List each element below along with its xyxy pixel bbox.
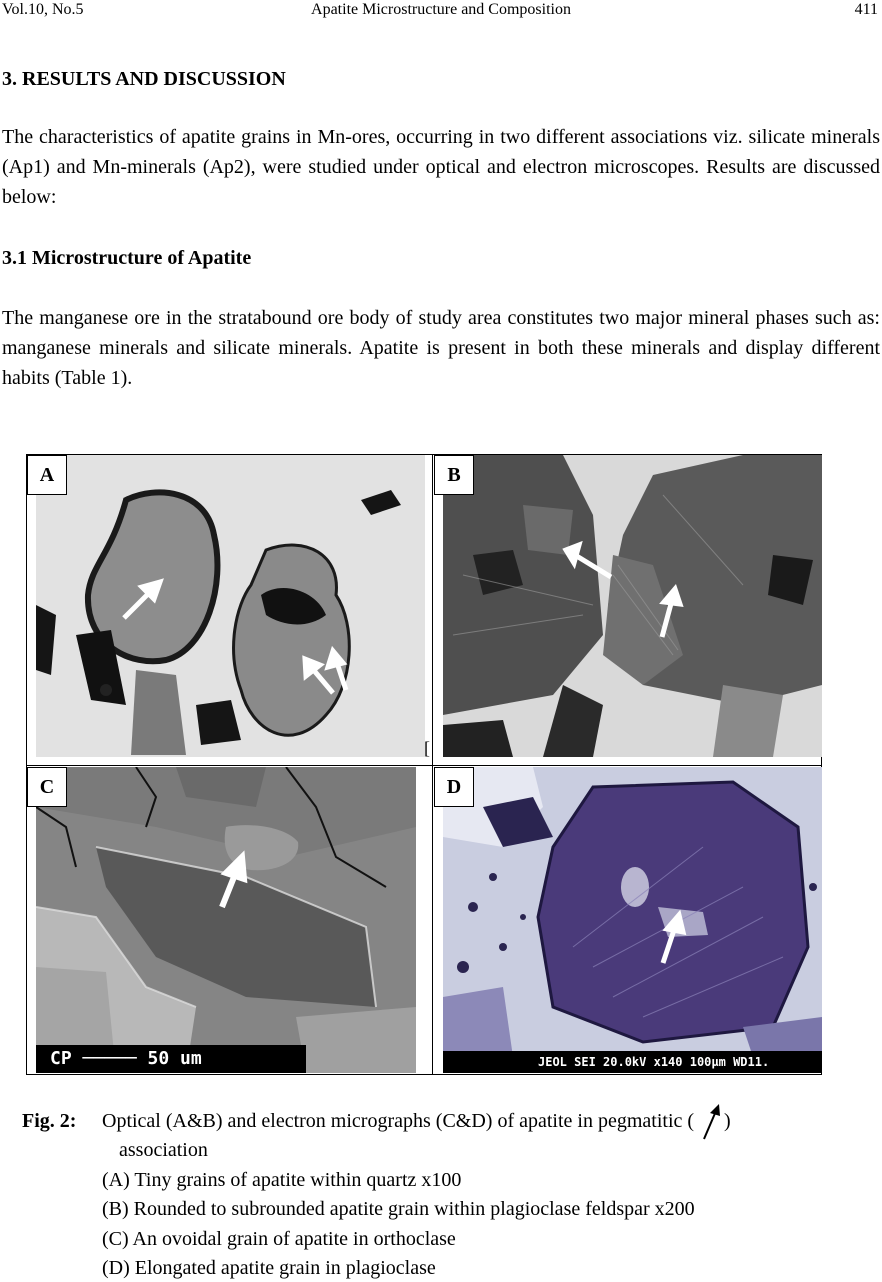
caption-item-d: (D) Elongated apatite grain in plagioclase (102, 1257, 436, 1279)
page-number: 411 (854, 1, 878, 18)
section-heading: 3. RESULTS AND DISCUSSION (2, 68, 286, 90)
micrograph-d-image (443, 767, 822, 1073)
micrograph-b-image (443, 455, 822, 757)
subsection-heading: 3.1 Microstructure of Apatite (2, 247, 252, 269)
caption-item-c: (C) An ovoidal grain of apatite in orthoclase (102, 1228, 456, 1250)
running-header-journal: Vol.10, No.5 (2, 1, 84, 18)
scale-bar-c: CP ───── 50 um (50, 1048, 202, 1069)
section-paragraph: The characteristics of apatite grains in Mn-ores, occurring in two different associations viz. silicate minerals (Ap1) and Mn-minerals (Ap2), were studied under optical and electron microscopes. Results are discussed below: (2, 126, 880, 208)
micrograph-panel-c (36, 767, 416, 1073)
figure-caption-text (102, 1107, 731, 1135)
running-header-title: Apatite Microstructure and Composition (311, 1, 571, 18)
caption-item-b: (B) Rounded to subrounded apatite grain within plagioclase feldspar x200 (102, 1198, 695, 1220)
panel-label-b: B (434, 455, 474, 495)
panel-label-a: A (27, 455, 67, 495)
micrograph-panel-b (443, 455, 822, 757)
figure-divider-horizontal (26, 765, 822, 766)
panel-label-d: D (434, 767, 474, 807)
figure-caption-label: Fig. 2: (22, 1110, 77, 1132)
micrograph-a-image (36, 455, 425, 757)
subsection-paragraph: The manganese ore in the stratabound ore body of study area constitutes two major mineral phases such as: manganese minerals and silicate minerals. Apatite is present in both these minerals and display different habits (Table 1). (2, 307, 880, 389)
panel-label-c: C (27, 767, 67, 807)
arrow-icon (694, 1107, 724, 1135)
scale-bar-d: JEOL SEI 20.0kV x140 100µm WD11. (538, 1055, 770, 1069)
figure-caption-text-start: Optical (A&B) and electron micrographs (C&D) of apatite in pegmatitic ( (102, 1110, 695, 1132)
micrograph-panel-d (443, 767, 822, 1073)
figure-caption-text-end: ) (724, 1110, 731, 1132)
micrograph-panel-a (36, 455, 425, 757)
figure-caption-continuation: association (119, 1139, 208, 1161)
stray-bracket-mark: [ (424, 738, 430, 758)
caption-item-a: (A) Tiny grains of apatite within quartz x100 (102, 1169, 462, 1191)
micrograph-c-image (36, 767, 416, 1073)
